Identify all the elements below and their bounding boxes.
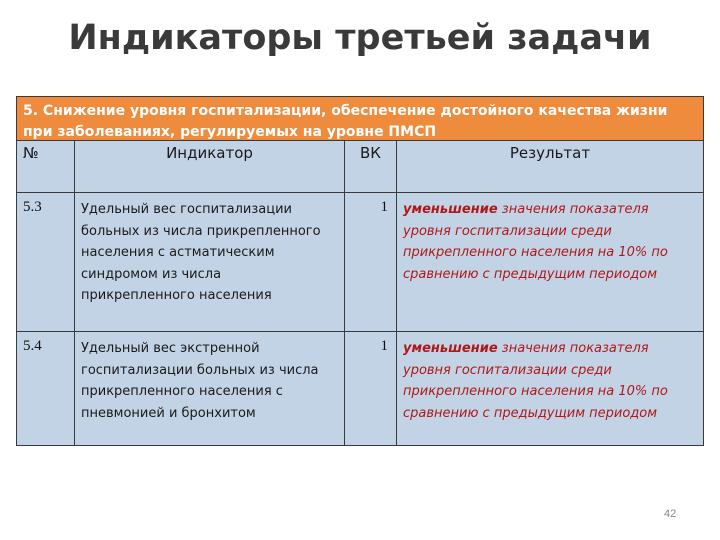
row-number: 5.4	[17, 332, 75, 445]
page-number: 42	[664, 508, 677, 520]
task-band: 5. Снижение уровня госпитализации, обеспечение достойного качества жизни при заболеваниях, регулируемых на уровне ПМСП	[17, 97, 703, 141]
row-vk: 1	[345, 193, 397, 331]
column-header-result: Результат	[509, 144, 591, 162]
table-row	[17, 332, 703, 445]
row-indicator: Удельный вес экстренной госпитализации больных из числа прикрепленного населения с пневмонией и бронхитом	[75, 332, 345, 445]
row-indicator: Удельный вес госпитализации больных из числа прикрепленного населения с астматическим синдромом из числа прикрепленного населения	[75, 193, 345, 331]
row-result	[397, 332, 703, 445]
row-result-text: значения показателя уровня госпитализации среди прикрепленного населения на 10% по сравнению с предыдущим периодом	[403, 341, 668, 421]
page-title: Индикаторы третьей задачи	[68, 18, 652, 58]
table-header-row	[17, 141, 703, 193]
column-header-indicator: Индикатор	[75, 141, 345, 192]
row-result-keyword: уменьшение	[403, 202, 498, 217]
row-result	[397, 193, 703, 331]
column-header-vk: ВК	[345, 141, 397, 192]
column-header-num: №	[17, 141, 75, 192]
indicators-table	[16, 96, 704, 446]
row-result-text: значения показателя уровня госпитализации среди прикрепленного населения на 10% по сравнению с предыдущим периодом	[403, 202, 668, 282]
row-number: 5.3	[17, 193, 75, 331]
row-vk: 1	[345, 332, 397, 445]
row-result-keyword: уменьшение	[403, 341, 498, 356]
table-row	[17, 193, 703, 332]
